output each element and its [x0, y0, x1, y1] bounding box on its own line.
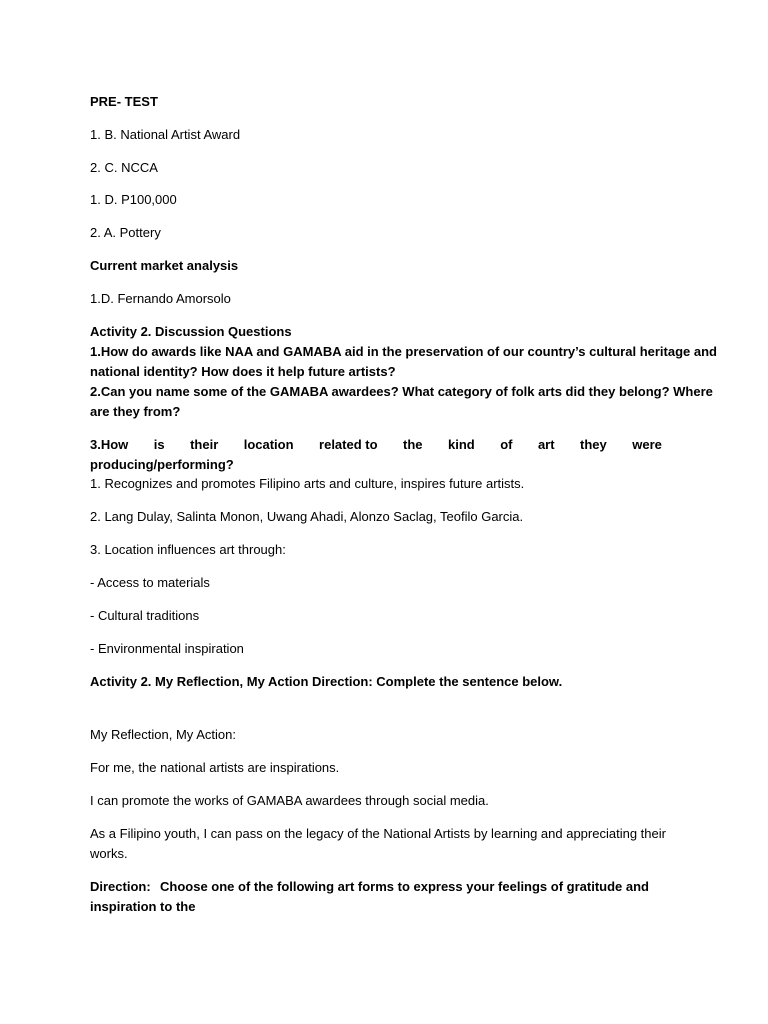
q3-word: 3.How: [90, 437, 129, 452]
question-2-line-2: are they from?: [90, 404, 181, 419]
q3-word: they: [580, 437, 607, 452]
discussion-answer-2: 2. Lang Dulay, Salinta Monon, Uwang Ahadi, Alonzo Saclag, Teofilo Garcia.: [90, 509, 524, 524]
discussion-answer-6: - Environmental inspiration: [90, 641, 244, 656]
q3-word: the: [403, 437, 423, 452]
direction-label: Direction:: [90, 879, 151, 894]
market-answer: 1.D. Fernando Amorsolo: [90, 291, 231, 306]
direction-line-1: [90, 877, 649, 897]
question-3-line-2: producing/performing?: [90, 457, 234, 472]
pretest-answer-2: 2. C. NCCA: [90, 160, 158, 175]
q3-word: location: [243, 437, 294, 452]
q3-word: is: [153, 437, 165, 452]
discussion-answer-1: 1. Recognizes and promotes Filipino arts and culture, inspires future artists.: [90, 476, 525, 491]
question-1-line-1: 1.How do awards like NAA and GAMABA aid in the preservation of our country’s cultural heritage and: [90, 344, 717, 359]
q3-word: related to: [319, 437, 378, 452]
pretest-answer-1: 1. B. National Artist Award: [90, 127, 241, 142]
discussion-heading: Activity 2. Discussion Questions: [90, 324, 292, 339]
pretest-answer-3: 1. D. P100,000: [90, 192, 177, 207]
reflection-heading: Activity 2. My Reflection, My Action Direction: Complete the sentence below.: [90, 674, 563, 689]
q3-word: their: [190, 437, 219, 452]
market-heading: Current market analysis: [90, 258, 239, 273]
question-1-line-2: national identity? How does it help future artists?: [90, 364, 396, 379]
pretest-heading: PRE- TEST: [90, 94, 158, 109]
reflection-line-1: For me, the national artists are inspirations.: [90, 760, 340, 775]
question-3-line-1: [90, 435, 662, 455]
question-2-line-1: 2.Can you name some of the GAMABA awardees? What category of folk arts did they belong? Where: [90, 384, 713, 399]
discussion-answer-4: - Access to materials: [90, 575, 210, 590]
reflection-youth-line-1: As a Filipino youth, I can pass on the legacy of the National Artists by learning and appreciating their: [90, 826, 666, 841]
discussion-answer-5: - Cultural traditions: [90, 608, 200, 623]
q3-word: kind: [447, 437, 475, 452]
direction-line-2: inspiration to the: [90, 899, 196, 914]
discussion-answer-3: 3. Location influences art through:: [90, 542, 286, 557]
q3-word: art: [537, 437, 555, 452]
q3-word: of: [500, 437, 513, 452]
direction-text: Choose one of the following art forms to express your feelings of gratitude and: [160, 879, 649, 894]
pretest-answer-4: 2. A. Pottery: [90, 225, 161, 240]
q3-word: were: [632, 437, 662, 452]
reflection-line-2: I can promote the works of GAMABA awardees through social media.: [90, 793, 489, 808]
reflection-title: My Reflection, My Action:: [90, 727, 236, 742]
reflection-youth-line-2: works.: [90, 846, 128, 861]
